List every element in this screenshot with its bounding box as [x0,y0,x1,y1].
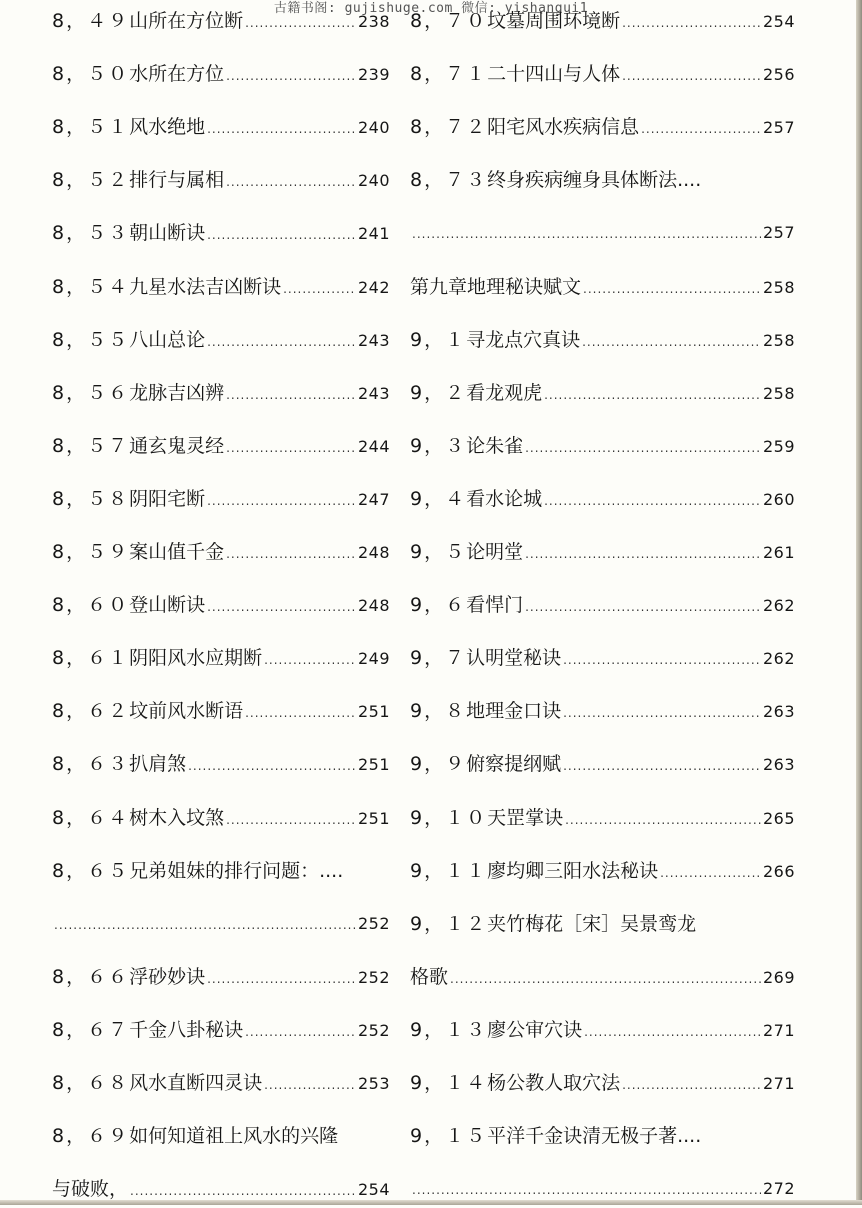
dot-leader [264,1068,356,1102]
toc-entry-number: 9，１５ [410,1125,488,1148]
toc-page-number: 244 [357,436,390,456]
toc-entry[interactable] [410,694,795,728]
toc-entry-title: 看悍门 [466,594,524,617]
toc-page-number: 271 [762,1074,795,1093]
toc-page-number: 262 [762,649,795,669]
toc-entry-title: 坟前风水断语 [129,700,244,723]
toc-entry-number: 9，２ [410,381,467,404]
toc-entry-number: 9，７ [410,647,467,670]
toc-page-number: 249 [357,649,390,669]
dot-leader [245,696,356,730]
toc-entry-title: 天罡掌诀 [487,806,564,829]
toc-entry-number: 8，５７ [52,434,130,457]
toc-entry-title: 树木入坟煞 [129,806,225,829]
toc-entry-title: 风水绝地 [129,116,206,139]
toc-entry-number: 8，５５ [52,328,130,351]
toc-page-number: 252 [357,967,390,987]
dot-leader [583,272,761,306]
toc-entry-title: 杨公教人取穴法 [487,1072,621,1094]
dot-leader [207,590,356,624]
toc-entry[interactable] [52,270,390,304]
toc-entry-title: 地理金口诀 [466,700,562,723]
dot-leader [622,1068,761,1102]
toc-entry-number: 9，５ [410,541,467,563]
dot-leader [207,325,356,359]
toc-entry-title: 论明堂 [466,541,524,563]
toc-entry[interactable] [410,323,795,357]
toc-entry[interactable] [52,323,390,357]
dot-leader [450,962,761,996]
toc-entry-number: 9，１１ [410,859,488,882]
toc-entry-title: 格歌 [410,965,449,988]
toc-entry-number: 8，６８ [52,1072,130,1094]
toc-page-number: 258 [762,277,795,297]
toc-entry[interactable] [52,535,390,569]
toc-entry[interactable] [410,1066,795,1100]
dot-leader [584,1015,761,1049]
toc-entry-title: 风水直断四灵诀 [129,1072,263,1094]
toc-entry[interactable] [410,57,795,91]
toc-entry-number: 8，７０ [410,10,488,32]
toc-page-number: 266 [762,861,795,881]
toc-page-number: 254 [762,12,795,31]
toc-entry[interactable] [410,110,795,144]
toc-entry-number: 8，５２ [52,169,130,192]
toc-entry[interactable] [410,482,795,516]
toc-entry-number: 9，３ [410,434,467,457]
dot-leader [412,217,761,251]
toc-entry-number: 8，６３ [52,753,130,776]
dot-leader [622,59,761,93]
toc-page-number: 251 [357,808,390,828]
toc-entry-title: 坟墓周围环境断 [487,10,621,32]
dot-leader [207,962,356,996]
toc-entry[interactable] [52,57,390,91]
dot-leader [188,749,356,783]
dot-leader [264,643,356,677]
toc-entry-title: 阴阳宅断 [129,487,206,510]
toc-entry-number: 8，７３ [410,169,488,192]
toc-entry-number: 8，４９ [52,10,130,32]
toc-entry[interactable] [52,376,390,410]
toc-entry[interactable] [410,4,795,38]
toc-page-number: 248 [357,543,390,562]
toc-entry[interactable] [52,1119,390,1153]
toc-entry[interactable] [410,163,795,197]
toc-entry-title: 看龙观虎 [466,381,543,404]
dot-leader [525,590,761,624]
dot-leader [641,112,761,146]
toc-entry-number: 8，６４ [52,806,130,829]
dot-leader [207,484,356,518]
toc-entry[interactable] [410,429,795,463]
dot-leader [226,59,356,93]
toc-entry-number: 9，８ [410,700,467,723]
dot-leader [226,165,356,199]
toc-entry-title: 扒肩煞 [129,753,187,776]
toc-entry[interactable] [52,694,390,728]
toc-entry[interactable] [410,960,795,994]
toc-entry[interactable] [410,854,795,888]
toc-page-number: 263 [762,702,795,722]
toc-entry-title: 第九章地理秘诀赋文 [410,275,582,298]
toc-page-number: 265 [762,808,795,828]
toc-page-number: 239 [357,65,390,85]
dot-leader [226,803,356,837]
toc-entry-title: 千金八卦秘诀 [129,1018,244,1041]
dot-leader [245,6,356,40]
toc-page-number: 254 [357,1180,390,1200]
toc-entry[interactable] [52,216,390,250]
dot-leader [283,272,356,306]
dot-leader [207,112,356,146]
dot-leader [660,856,761,890]
toc-page-number: 256 [762,65,795,85]
dot-leader [226,431,356,465]
toc-entry[interactable] [410,535,795,569]
toc-page-number: 241 [357,224,390,244]
toc-entry-title: 阴阳风水应期断 [129,647,263,670]
toc-entry-number: 8，６０ [52,594,130,617]
toc-page-number: 263 [762,755,795,775]
toc-entry[interactable] [410,376,795,410]
dot-leader [207,218,356,252]
toc-entry[interactable] [52,801,390,835]
toc-page-number: 269 [762,967,795,987]
toc-entry[interactable] [52,4,390,38]
toc-entry[interactable] [410,1013,795,1047]
toc-entry-title: 排行与属相 [129,169,225,192]
page-edge-shadow [856,0,862,1205]
toc-entry-title: 平洋千金诀清无极子著.... [487,1125,702,1148]
toc-entry-title: 浮砂妙诀 [129,965,206,988]
toc-page-number: 253 [357,1074,390,1093]
toc-entry[interactable] [410,641,795,675]
dot-leader [525,537,761,571]
toc-entry[interactable] [52,641,390,675]
toc-page-number: 260 [762,489,795,509]
toc-entry[interactable] [52,854,390,888]
toc-entry-title: 八山总论 [129,328,206,351]
toc-entry-number: 8，６６ [52,965,130,988]
toc-page-number: 252 [357,1020,390,1040]
toc-page-number: 243 [357,383,390,403]
toc-entry-number: 9，６ [410,594,467,617]
toc-entry[interactable] [52,907,390,941]
toc-entry-number: 8，６７ [52,1018,130,1041]
toc-entry-title: 廖均卿三阳水法秘诀 [487,859,659,882]
toc-entry-title: 通玄鬼灵经 [129,434,225,457]
toc-entry-title: 阳宅风水疾病信息 [487,116,640,139]
dot-leader [582,325,761,359]
toc-entry[interactable] [52,110,390,144]
toc-entry-title: 看水论城 [466,487,543,510]
toc-entry-number: 8，６１ [52,647,130,670]
toc-page-number: 262 [762,596,795,616]
dot-leader [563,696,761,730]
toc-entry[interactable] [52,429,390,463]
toc-entry-title: 与破败， [52,1178,129,1201]
toc-entry-number: 8，６９ [52,1125,130,1148]
toc-page-number: 261 [762,543,795,562]
toc-entry[interactable] [52,1013,390,1047]
toc-entry-number: 8，７２ [410,116,488,139]
toc-page-number: 240 [357,118,390,138]
toc-page-number: 238 [357,12,390,31]
toc-page-number: 242 [357,277,390,297]
toc-entry-number: 9，１２ [410,912,488,935]
toc-page-number: 247 [357,489,390,509]
toc-entry-number: 8，５１ [52,116,130,139]
toc-entry[interactable] [410,270,795,304]
toc-page-number: 252 [357,913,390,933]
toc-entry-title: 认明堂秘诀 [466,647,562,670]
toc-entry-number: 8，６５ [52,859,130,882]
toc-entry-title: 朝山断诀 [129,222,206,245]
toc-entry-number: 9，４ [410,487,467,510]
toc-entry-number: 8，６２ [52,700,130,723]
toc-page-number: 243 [357,330,390,350]
toc-entry-number: 8，５３ [52,222,130,245]
toc-entry-title: 论朱雀 [466,434,524,457]
toc-entry[interactable] [410,801,795,835]
toc-page-number: 272 [762,1179,795,1199]
toc-entry[interactable] [410,1119,795,1153]
toc-entry[interactable] [410,907,795,941]
toc-page-number: 258 [762,383,795,403]
toc-entry-title: 如何知道祖上风水的兴隆 [129,1125,339,1148]
toc-entry-number: 9，９ [410,753,467,776]
toc-page-number: 240 [357,171,390,191]
toc-entry[interactable] [410,588,795,622]
toc-entry[interactable] [52,482,390,516]
toc-entry-number: 9，１３ [410,1018,488,1041]
toc-page-number: 248 [357,596,390,616]
dot-leader [563,749,761,783]
watermark-text: 古籍书阁: gujishuge.com 微信: yishangui1 [273,1,589,16]
toc-page-number: 251 [357,755,390,775]
toc-entry-title: 夹竹梅花［宋］吴景鸾龙 [487,912,697,935]
toc-entry-title: 终身疾病缠身具体断法.... [487,169,702,192]
toc-entry-title: 二十四山与人体 [487,63,621,86]
dot-leader [54,908,356,942]
toc-entry-title: 九星水法吉凶断诀 [129,275,282,298]
toc-entry-number: 8，７１ [410,63,488,86]
dot-leader [226,378,356,412]
toc-entry[interactable] [52,163,390,197]
toc-entry-number: 8，５０ [52,63,130,86]
dot-leader [525,431,761,465]
page-bottom-edge [0,1200,862,1205]
toc-entry-number: 9，１４ [410,1072,488,1094]
dot-leader [226,537,356,571]
dot-leader [563,643,761,677]
toc-page-number: 258 [762,330,795,350]
toc-entry[interactable] [410,216,795,250]
toc-entry[interactable] [52,1066,390,1100]
toc-entry-title: 水所在方位 [129,63,225,86]
toc-entry[interactable] [52,747,390,781]
toc-page-number: 257 [762,223,795,243]
toc-entry[interactable] [410,747,795,781]
dot-leader [544,378,761,412]
toc-entry-number: 9，１０ [410,806,488,829]
toc-entry-number: 8，５６ [52,381,130,404]
toc-entry-title: 寻龙点穴真诀 [466,328,581,351]
toc-entry-number: 8，５４ [52,275,130,298]
toc-entry-title: 登山断诀 [129,594,206,617]
toc-entry-number: 8，５９ [52,541,130,563]
toc-entry-title: 俯察提纲赋 [466,753,562,776]
toc-page-number: 251 [357,702,390,722]
toc-page-number: 257 [762,118,795,138]
toc-entry-title: 兄弟姐妹的排行问题：.... [129,859,344,882]
toc-page-number: 259 [762,436,795,456]
toc-entry-title: 廖公审穴诀 [487,1018,583,1041]
toc-entry-title: 山所在方位断 [129,10,244,32]
toc-entry-title: 案山值千金 [129,541,225,563]
toc-page-number: 271 [762,1020,795,1040]
toc-entry-title: 龙脉吉凶辨 [129,381,225,404]
dot-leader [622,6,761,40]
dot-leader [544,484,761,518]
toc-entry[interactable] [52,588,390,622]
dot-leader [565,803,761,837]
toc-entry-number: 8，５８ [52,487,130,510]
toc-entry[interactable] [52,960,390,994]
dot-leader [245,1015,356,1049]
toc-entry-number: 9，１ [410,328,467,351]
